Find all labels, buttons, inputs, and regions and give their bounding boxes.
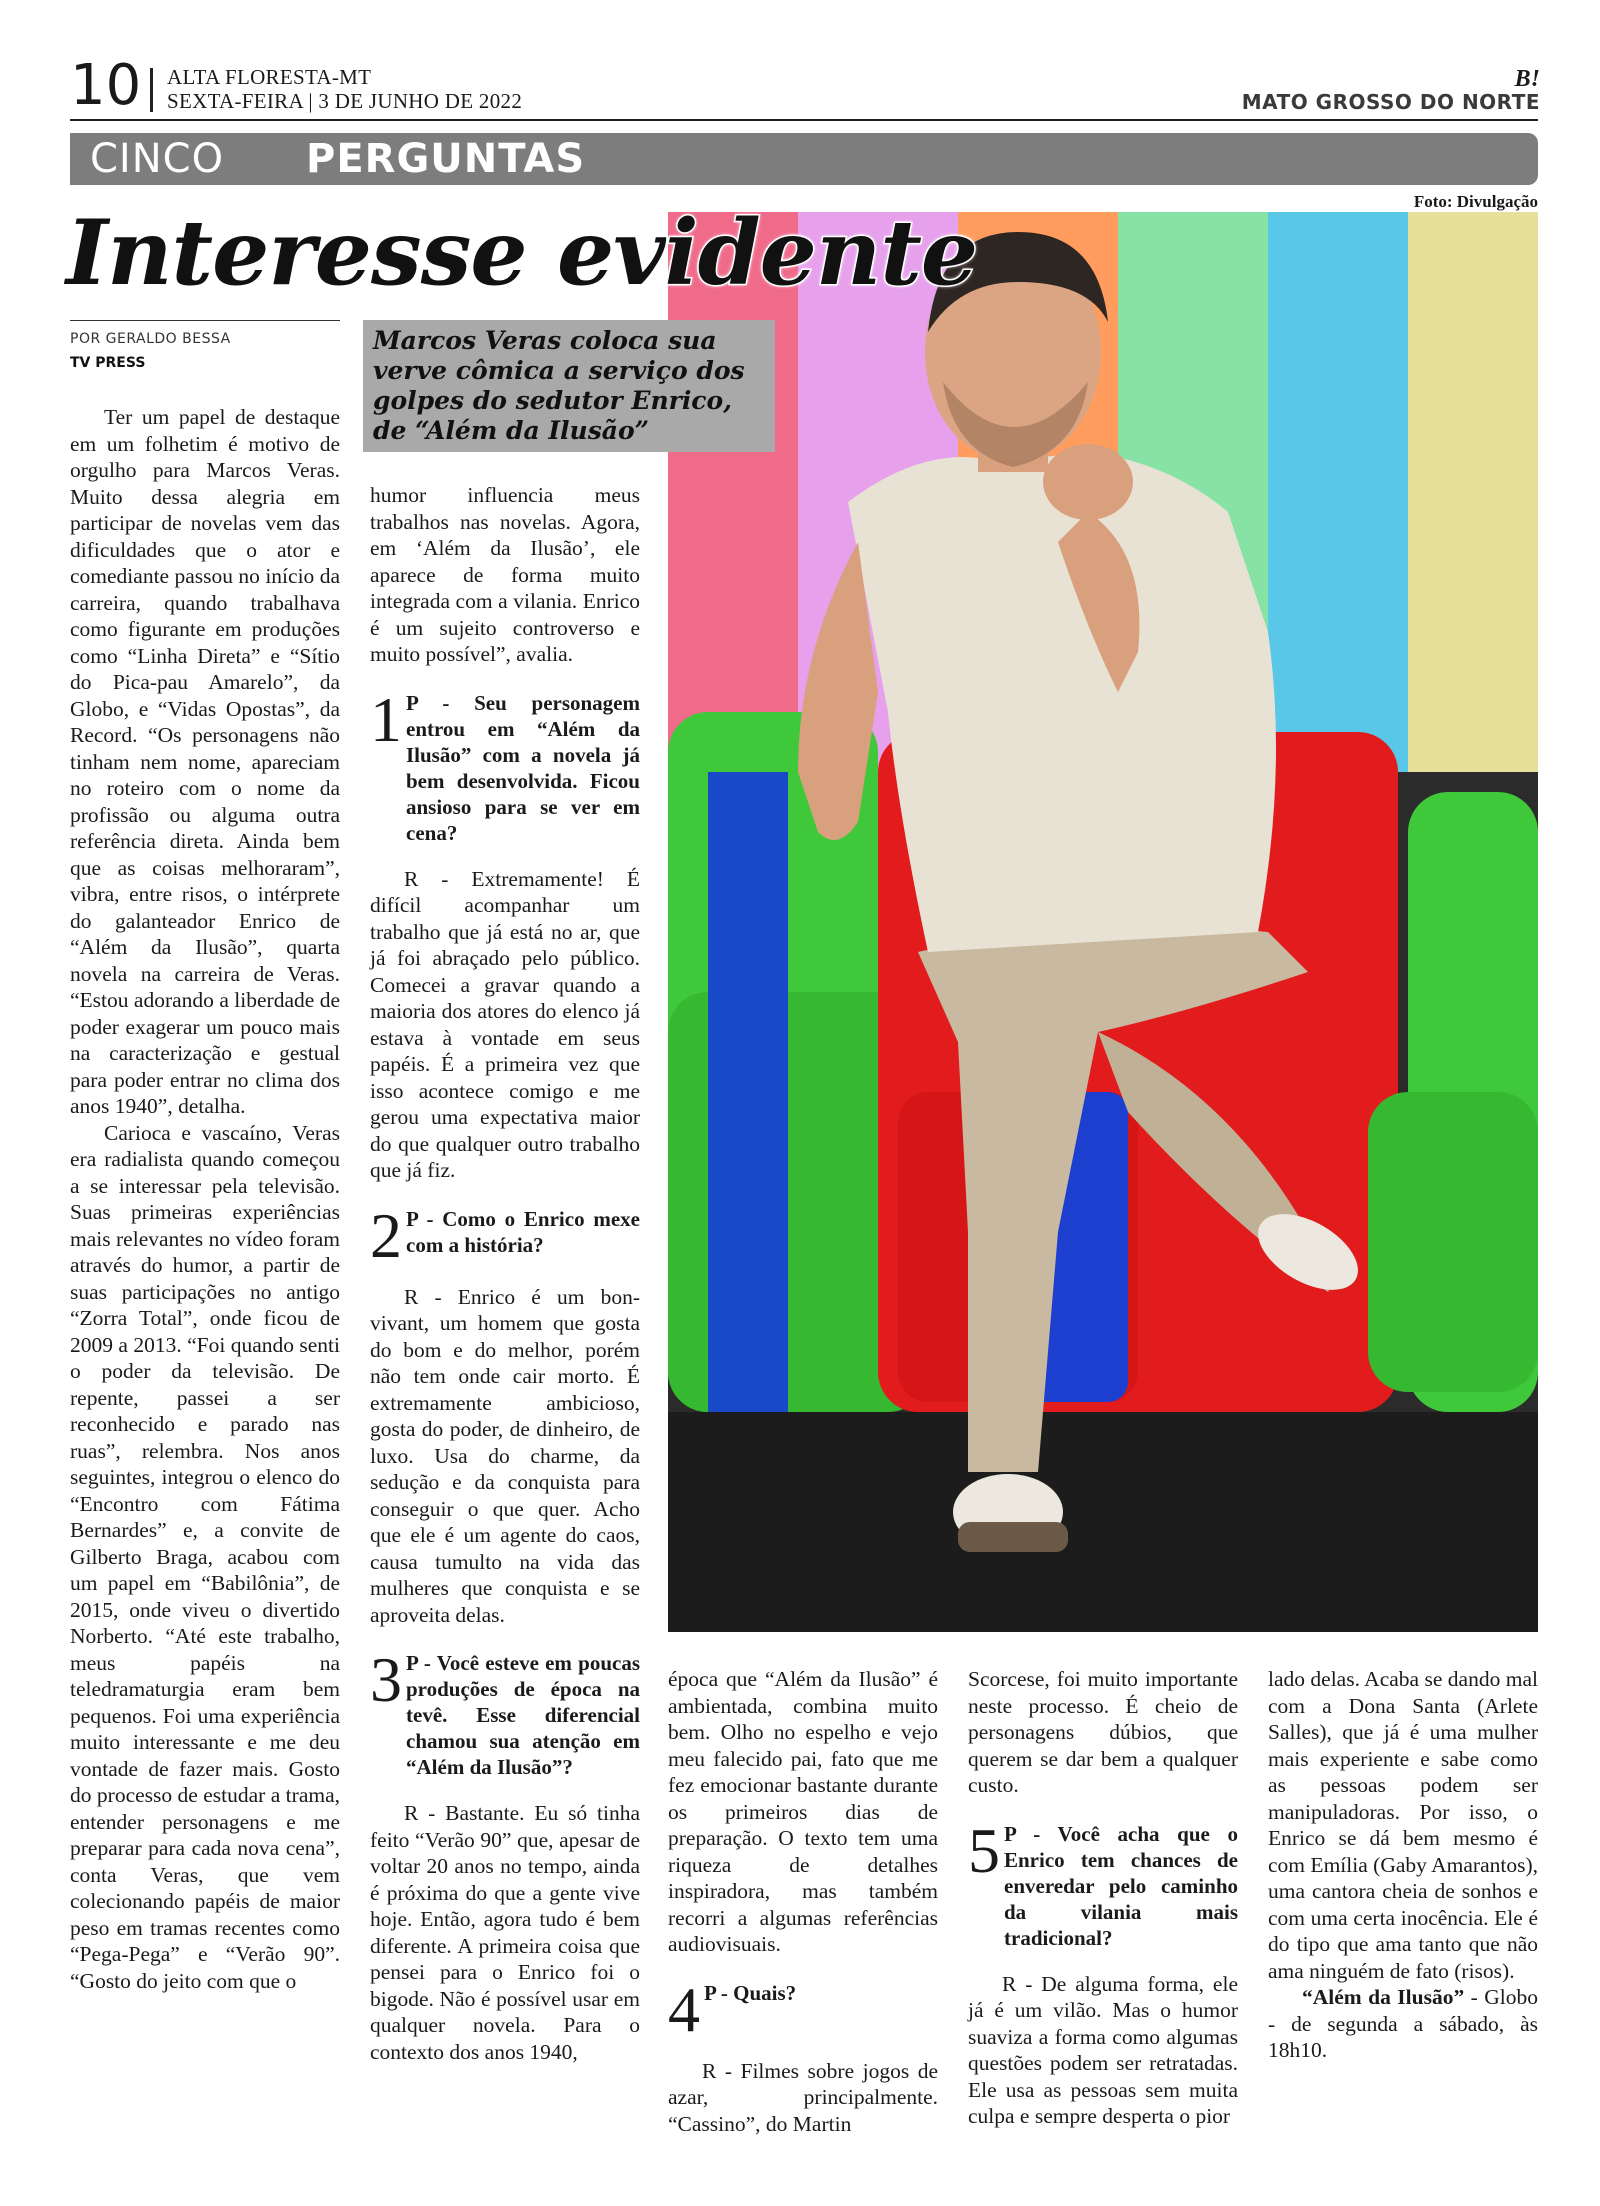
text-column-2 [370, 482, 640, 2065]
question-text: P - Quais? [704, 1980, 797, 2005]
byline-author: POR GERALDO BESSA [70, 331, 231, 347]
question-1 [370, 683, 640, 846]
text-column-4 [968, 1666, 1238, 2130]
header-rule [70, 119, 1538, 121]
schedule-line [1268, 1984, 1538, 2064]
answer-3-continued: época que “Além da Ilusão” é ambientada, combina muito bem. Olho no espelho e vejo meu falecido pai, fato que me fez emocionar bastante durante os primeiros dias de preparação. O texto tem uma riqueza de detalhes inspiradora, mas também recorri a algumas referências audiovisuais. [668, 1667, 938, 1956]
text-column-3 [668, 1666, 938, 2137]
question-number: 1 [370, 683, 402, 755]
question-number: 2 [370, 1199, 402, 1271]
question-number: 3 [370, 1644, 402, 1715]
photo-credit: Foto: Divulgação [1413, 192, 1538, 211]
header-city: ALTA FLORESTA-MT [167, 65, 372, 89]
question-5 [968, 1814, 1238, 1951]
article-photo [668, 212, 1538, 1632]
answer-4: R - Filmes sobre jogos de azar, principalmente. “Cassino”, do Martin [668, 2058, 938, 2136]
section-label-bold: PERGUNTAS [306, 136, 586, 182]
question-text: P - Você esteve em poucas produções de época na tevê. Esse diferencial chamou sua atenção em “Além da Ilusão”? [406, 1651, 640, 1779]
answer-4-continued: Scorcese, foi muito importante neste processo. É cheio de personagens dúbios, que querem se dar bem a qualquer custo. [968, 1667, 1238, 1797]
section-label-light: CINCO [90, 136, 225, 182]
byline-rule [70, 320, 340, 321]
intro-paragraph-3: humor influencia meus trabalhos nas novelas. Agora, em ‘Além da Ilusão’, ele aparece de forma muito integrada com a vilania. Enrico é um sujeito controverso e muito possível”, avalia. [370, 483, 640, 666]
text-column-1 [70, 404, 340, 1994]
intro-paragraph-2: Carioca e vascaíno, Veras era radialista quando começou a se interessar pela televisão. Suas primeiras experiências mais relevantes no vídeo foram através do humor, a partir de suas participações no antigo “Zorra Total”, onde ficou de 2009 a 2013. “Foi quando senti o poder da televisão. De repente, passei a ser reconhecido e parado nas ruas”, relembra. Nos anos seguintes, integrou o elenco do “Encontro com Fátima Bernardes” e, a convite de Gilberto Braga, acabou com um papel em “Babilônia”, de 2015, onde viveu o divertido Norberto. “Até este trabalho, meus papéis na teledramaturgia eram bem pequenos. Foi uma experiência muito interessante e me deu vontade de fazer mais. Gosto do processo de estudar a trama, entender personagens e me preparar para cada nova cena”, conta Veras, que vem colecionando papéis de maior peso em tramas recentes como “Pega-Pega” e “Verão 90”. “Gosto do jeito com que o [70, 1120, 340, 1993]
answer-2: R - Enrico é um bon-vivant, um homem que gosta do bom e do melhor, porém não tem onde cair morto. É extremamente ambicioso, gosta do poder, de dinheiro, de luxo. Usa do charme, da sedução e da conquista para conseguir o que quer. Acho que ele é um agente do caos, causa tumulto na vida das mulheres que conquista e se aproveita delas. [370, 1284, 640, 1627]
answer-5: R - De alguma forma, ele já é um vilão. Mas o humor suaviza a forma como algumas questões podem ser retratadas. Ele usa as pessoas sem muita culpa e sempre desperta o pior [968, 1971, 1238, 2128]
question-4 [668, 1973, 938, 2045]
answer-1: R - Extremamente! É difícil acompanhar um trabalho que já está no ar, que já foi abraçado pelo público. Comecei a gravar quando a maioria dos atores do elenco já estava à vontade em seus papéis. É a primeira vez que isso acontece comigo e me gerou uma expectativa maior do que qualquer outro trabalho que já fiz. [370, 866, 640, 1182]
intro-paragraph-1: Ter um papel de destaque em um folhetim é motivo de orgulho para Marcos Veras. Muito dessa alegria em participar de novelas vem das dificuldades que o ator e comediante passou no início da carreira, quando trabalhava como figurante em produções como “Linha Direta” e “Sítio do Pica-pau Amarelo”, da Globo, e “Vidas Opostas”, da Record. “Os personagens não tinham nem nome, apareciam no roteiro com o nome da profissão ou alguma outra referência direta. Ainda bem que as coisas melhoraram”, vibra, entre risos, o intérprete do galanteador Enrico de “Além da Ilusão”, quarta novela na carreira de Veras. “Estou adorando a liberdade de poder exagerar um pouco mais na caracterização e gestual para poder entrar no clima dos anos 1940”, detalha. [70, 405, 340, 1118]
article-title: Interesse evidente [66, 200, 978, 306]
question-2 [370, 1199, 640, 1271]
question-text: P - Seu personagem entrou em “Além da Ilusão” com a novela já bem desenvolvida. Ficou ansioso para se ver em cena? [406, 690, 640, 845]
text-column-5 [1268, 1666, 1538, 2064]
answer-3: R - Bastante. Eu só tinha feito “Verão 90” que, apesar de voltar 20 anos no tempo, ainda é próxima do que a gente vive hoje. Então, agora tudo é bem diferente. A primeira coisa que pensei para o Enrico foi o bigode. Não é possível usar em qualquer novela. Para o contexto dos anos 1940, [370, 1801, 640, 2064]
answer-5-continued: lado delas. Acaba se dando mal com a Dona Santa (Arlete Salles), que já é uma mulher mais experiente e sabe como as pessoas podem ser manipuladoras. Por isso, o Enrico se dá bem mesmo é com Emília (Gaby Amarantos), uma cantora cheia de sonhos e com uma certa inocência. Ele é do tipo que ama tanto que não ama ninguém de fato (risos). [1268, 1667, 1538, 1983]
page-number: 10 [70, 53, 142, 118]
header-separator [150, 68, 153, 112]
header-date: SEXTA-FEIRA | 3 DE JUNHO DE 2022 [167, 89, 523, 113]
section-bar [70, 133, 1538, 185]
question-3 [370, 1644, 640, 1780]
schedule-text: - Globo - de segunda a sábado, às 18h10. [1268, 1985, 1538, 2062]
question-text: P - Como o Enrico mexe com a história? [406, 1206, 640, 1257]
subhead: Marcos Veras coloca sua verve cômica a serviço dos golpes do sedutor Enrico, de “Além da Ilusão” [363, 320, 775, 452]
question-number: 4 [668, 1973, 700, 2045]
photo-illustration [668, 212, 1538, 1632]
question-number: 5 [968, 1814, 1000, 1886]
schedule-show: “Além da Ilusão” [1302, 1985, 1465, 2009]
header-region: MATO GROSSO DO NORTE [1241, 90, 1540, 114]
brand-logo: B! [1514, 66, 1540, 92]
byline-agency: TV PRESS [70, 355, 146, 371]
question-text: P - Você acha que o Enrico tem chances de enveredar pelo caminho da vilania mais tradicional? [1004, 1821, 1238, 1950]
